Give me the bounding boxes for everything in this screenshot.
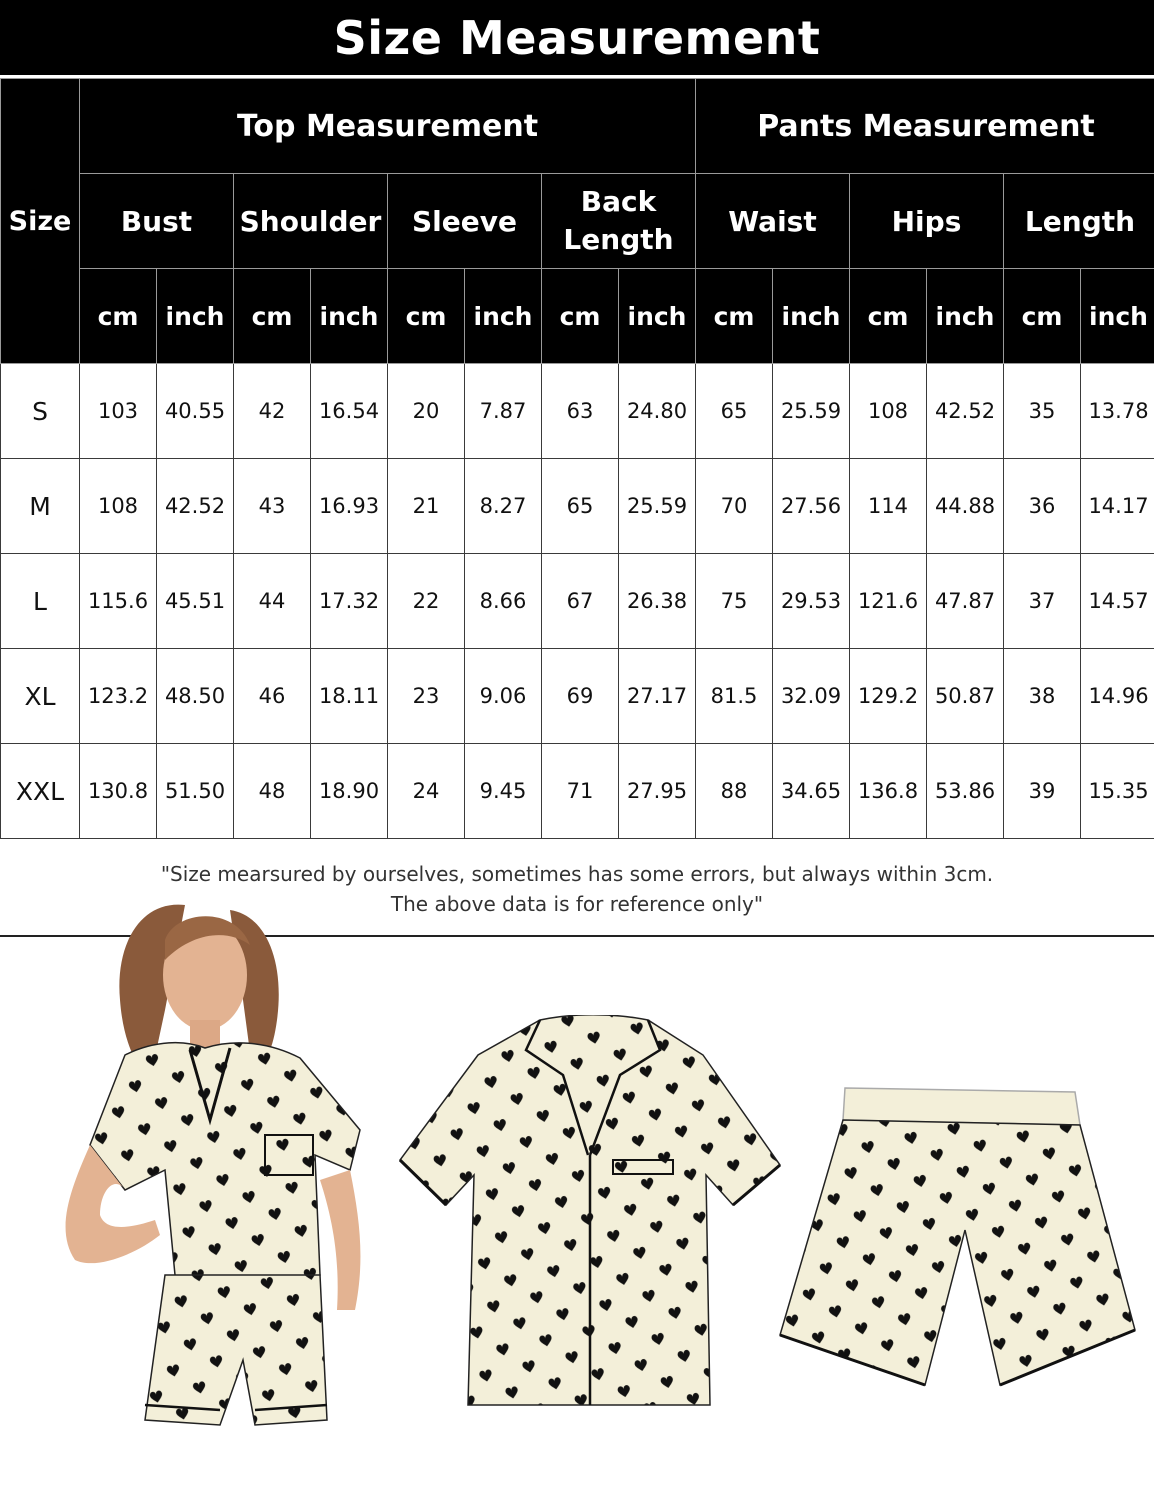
value-cell: 44 xyxy=(234,554,311,649)
back-length-header-line2: Length xyxy=(563,223,674,256)
shorts-photo xyxy=(775,1080,1140,1390)
value-cell: 43 xyxy=(234,459,311,554)
value-cell: 71 xyxy=(542,744,619,839)
value-cell: 47.87 xyxy=(927,554,1004,649)
hips-header: Hips xyxy=(850,174,1004,269)
unit-inch: inch xyxy=(157,269,234,364)
value-cell: 42 xyxy=(234,364,311,459)
waist-header: Waist xyxy=(696,174,850,269)
size-cell: XL xyxy=(1,649,80,744)
table-row xyxy=(1,649,1154,744)
unit-inch: inch xyxy=(927,269,1004,364)
value-cell: 42.52 xyxy=(927,364,1004,459)
value-cell: 63 xyxy=(542,364,619,459)
value-cell: 103 xyxy=(80,364,157,459)
unit-cm: cm xyxy=(696,269,773,364)
value-cell: 130.8 xyxy=(80,744,157,839)
shorts-shape xyxy=(145,1275,327,1425)
value-cell: 81.5 xyxy=(696,649,773,744)
value-cell: 136.8 xyxy=(850,744,927,839)
unit-cm: cm xyxy=(80,269,157,364)
value-cell: 25.59 xyxy=(773,364,850,459)
size-table xyxy=(0,78,1154,839)
top-measurement-header: Top Measurement xyxy=(80,79,696,174)
unit-cm: cm xyxy=(234,269,311,364)
product-photos xyxy=(0,940,1154,1500)
note-line-1: "Size mearsured by ourselves, sometimes has some errors, but always within 3cm. xyxy=(160,862,994,886)
value-cell: 34.65 xyxy=(773,744,850,839)
value-cell: 18.90 xyxy=(311,744,388,839)
value-cell: 65 xyxy=(542,459,619,554)
unit-cm: cm xyxy=(388,269,465,364)
value-cell: 29.53 xyxy=(773,554,850,649)
title-bar xyxy=(0,0,1154,75)
unit-cm: cm xyxy=(542,269,619,364)
value-cell: 50.87 xyxy=(927,649,1004,744)
value-cell: 70 xyxy=(696,459,773,554)
back-length-header xyxy=(542,174,696,269)
pants-measurement-header: Pants Measurement xyxy=(696,79,1154,174)
value-cell: 51.50 xyxy=(157,744,234,839)
value-cell: 24.80 xyxy=(619,364,696,459)
value-cell: 26.38 xyxy=(619,554,696,649)
value-cell: 18.11 xyxy=(311,649,388,744)
value-cell: 44.88 xyxy=(927,459,1004,554)
value-cell: 48.50 xyxy=(157,649,234,744)
unit-inch: inch xyxy=(465,269,542,364)
value-cell: 114 xyxy=(850,459,927,554)
size-cell: M xyxy=(1,459,80,554)
value-cell: 115.6 xyxy=(80,554,157,649)
table-row xyxy=(1,554,1154,649)
value-cell: 20 xyxy=(388,364,465,459)
value-cell: 9.06 xyxy=(465,649,542,744)
value-cell: 45.51 xyxy=(157,554,234,649)
sleeve-header: Sleeve xyxy=(388,174,542,269)
value-cell: 53.86 xyxy=(927,744,1004,839)
size-cell: L xyxy=(1,554,80,649)
table-row xyxy=(1,744,1154,839)
measure-header-row xyxy=(1,174,1154,269)
unit-cm: cm xyxy=(850,269,927,364)
value-cell: 27.17 xyxy=(619,649,696,744)
table-body xyxy=(1,364,1154,839)
value-cell: 32.09 xyxy=(773,649,850,744)
page-title: Size Measurement xyxy=(333,10,821,65)
value-cell: 121.6 xyxy=(850,554,927,649)
value-cell: 16.54 xyxy=(311,364,388,459)
value-cell: 27.95 xyxy=(619,744,696,839)
unit-inch: inch xyxy=(619,269,696,364)
value-cell: 39 xyxy=(1004,744,1081,839)
value-cell: 13.78 xyxy=(1081,364,1154,459)
value-cell: 108 xyxy=(850,364,927,459)
value-cell: 40.55 xyxy=(157,364,234,459)
value-cell: 65 xyxy=(696,364,773,459)
size-cell: S xyxy=(1,364,80,459)
value-cell: 17.32 xyxy=(311,554,388,649)
table-row xyxy=(1,364,1154,459)
value-cell: 8.27 xyxy=(465,459,542,554)
model-photo xyxy=(15,890,400,1450)
size-cell: XXL xyxy=(1,744,80,839)
value-cell: 88 xyxy=(696,744,773,839)
value-cell: 108 xyxy=(80,459,157,554)
value-cell: 14.96 xyxy=(1081,649,1154,744)
value-cell: 75 xyxy=(696,554,773,649)
unit-header-row xyxy=(1,269,1154,364)
shoulder-header: Shoulder xyxy=(234,174,388,269)
value-cell: 25.59 xyxy=(619,459,696,554)
value-cell: 36 xyxy=(1004,459,1081,554)
value-cell: 38 xyxy=(1004,649,1081,744)
value-cell: 14.17 xyxy=(1081,459,1154,554)
value-cell: 7.87 xyxy=(465,364,542,459)
value-cell: 15.35 xyxy=(1081,744,1154,839)
value-cell: 21 xyxy=(388,459,465,554)
table-row xyxy=(1,459,1154,554)
value-cell: 8.66 xyxy=(465,554,542,649)
value-cell: 67 xyxy=(542,554,619,649)
unit-inch: inch xyxy=(773,269,850,364)
unit-inch: inch xyxy=(1081,269,1154,364)
bust-header: Bust xyxy=(80,174,234,269)
value-cell: 14.57 xyxy=(1081,554,1154,649)
value-cell: 69 xyxy=(542,649,619,744)
value-cell: 37 xyxy=(1004,554,1081,649)
value-cell: 129.2 xyxy=(850,649,927,744)
unit-inch: inch xyxy=(311,269,388,364)
value-cell: 27.56 xyxy=(773,459,850,554)
value-cell: 42.52 xyxy=(157,459,234,554)
group-header-row xyxy=(1,79,1154,174)
shirt-photo xyxy=(398,1015,783,1410)
back-length-header-line1: Back xyxy=(580,185,657,218)
value-cell: 23 xyxy=(388,649,465,744)
value-cell: 22 xyxy=(388,554,465,649)
value-cell: 123.2 xyxy=(80,649,157,744)
size-column-header: Size xyxy=(1,79,80,364)
value-cell: 35 xyxy=(1004,364,1081,459)
length-header: Length xyxy=(1004,174,1154,269)
unit-cm: cm xyxy=(1004,269,1081,364)
value-cell: 46 xyxy=(234,649,311,744)
value-cell: 48 xyxy=(234,744,311,839)
note-line-2: The above data is for reference only" xyxy=(390,892,764,916)
value-cell: 24 xyxy=(388,744,465,839)
value-cell: 16.93 xyxy=(311,459,388,554)
value-cell: 9.45 xyxy=(465,744,542,839)
